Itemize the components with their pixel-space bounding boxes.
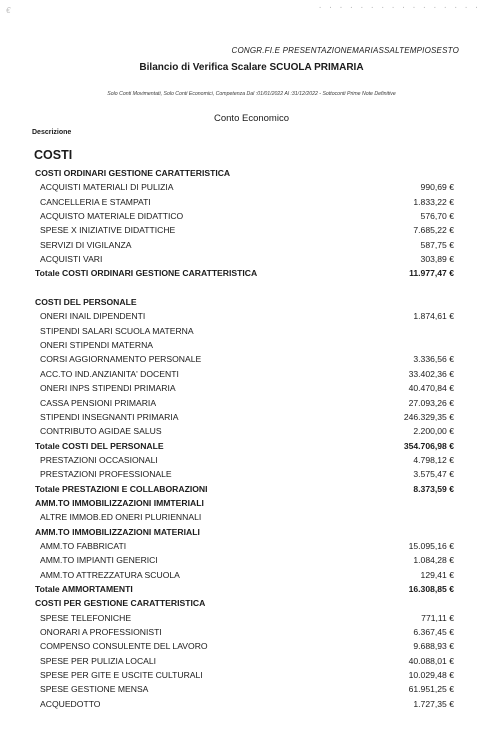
- row-label: Totale COSTI DEL PERSONALE: [35, 440, 164, 451]
- account-row: [0, 510, 503, 524]
- row-label: ONERI INPS STIPENDI PRIMARIA: [40, 383, 176, 394]
- row-label: Totale COSTI ORDINARI GESTIONE CARATTERISTICA: [35, 268, 258, 279]
- scan-marks: · · · · · · · · · · · · · · · ·: [318, 4, 480, 12]
- row-amount: 61.951,25 €: [408, 684, 454, 695]
- section-title: Conto Economico: [214, 113, 289, 124]
- row-amount: 8.373,59 €: [413, 483, 454, 494]
- row-amount: 11.977,47 €: [409, 268, 454, 279]
- total-row: [0, 266, 503, 280]
- account-row: [0, 396, 503, 410]
- account-row: [0, 324, 503, 338]
- row-label: ACQUISTI VARI: [40, 254, 103, 265]
- account-row: [0, 238, 503, 252]
- row-label: AMM.TO IMMOBILIZZAZIONI MATERIALI: [35, 526, 200, 537]
- category-header-row: [0, 525, 503, 539]
- row-amount: 3.575,47 €: [413, 469, 454, 480]
- account-row: [0, 611, 503, 625]
- account-row: [0, 223, 503, 237]
- row-label: ALTRE IMMOB.ED ONERI PLURIENNALI: [40, 512, 202, 523]
- row-amount: 129,41 €: [420, 569, 454, 580]
- row-amount: 33.402,36 €: [408, 368, 454, 379]
- row-amount: 1.727,35 €: [413, 698, 454, 709]
- row-amount: 1.084,28 €: [413, 555, 454, 566]
- row-spacer: [0, 281, 503, 295]
- report-title: Bilancio di Verifica Scalare SCUOLA PRIMARIA: [139, 62, 364, 73]
- row-amount: 587,75 €: [420, 239, 454, 250]
- row-label: ACQUEDOTTO: [40, 698, 101, 709]
- row-amount: 4.798,12 €: [413, 454, 454, 465]
- row-amount: 576,70 €: [420, 211, 454, 222]
- row-amount: 40.088,01 €: [408, 655, 454, 666]
- row-label: PRESTAZIONI OCCASIONALI: [40, 454, 158, 465]
- account-row: [0, 568, 503, 582]
- description-column-label: Descrizione: [32, 129, 72, 136]
- row-label: ACC.TO IND.ANZIANITA' DOCENTI: [40, 368, 179, 379]
- row-label: ONORARI A PROFESSIONISTI: [40, 627, 162, 637]
- account-row: [0, 209, 503, 223]
- account-row: [0, 453, 503, 467]
- row-amount: 9.688,93 €: [413, 641, 454, 652]
- account-row: [0, 697, 503, 711]
- report-filters: Solo Conti Movimentati, Solo Conti Economici, Competenza Dal :01/01/2022 Al :31/12/2022 - Sottoconti Prime Note Definitive: [107, 91, 396, 97]
- row-amount: 1.874,61 €: [413, 311, 454, 322]
- row-label: AMM.TO FABBRICATI: [40, 540, 127, 551]
- category-header-row: [0, 166, 503, 180]
- account-row: [0, 352, 503, 366]
- row-amount: 7.685,22 €: [413, 225, 454, 236]
- row-amount: 16.308,85 €: [408, 583, 454, 594]
- row-label: SPESE TELEFONICHE: [40, 612, 132, 623]
- row-label: CANCELLERIA E STAMPATI: [40, 196, 151, 207]
- row-label: STIPENDI INSEGNANTI PRIMARIA: [40, 411, 179, 422]
- category-header-row: [0, 295, 503, 309]
- row-amount: 354.706,98 €: [403, 440, 454, 451]
- row-label: COSTI DEL PERSONALE: [35, 297, 137, 308]
- category-header-row: [0, 496, 503, 510]
- row-label: CONTRIBUTO AGIDAE SALUS: [40, 426, 162, 437]
- row-amount: 771,11 €: [421, 612, 454, 623]
- account-row: [0, 195, 503, 209]
- row-label: ONERI INAIL DIPENDENTI: [40, 311, 146, 322]
- account-row: [0, 668, 503, 682]
- total-row: [0, 582, 503, 596]
- row-label: COMPENSO CONSULENTE DEL LAVORO: [40, 641, 208, 652]
- category-header-row: [0, 596, 503, 610]
- account-row: [0, 410, 503, 424]
- row-label: AMM.TO IMMOBILIZZAZIONI IMMTERIALI: [35, 497, 204, 508]
- account-rows: [0, 166, 503, 711]
- row-amount: 303,89 €: [420, 254, 454, 265]
- row-amount: 1.833,22 €: [413, 196, 454, 207]
- row-label: PRESTAZIONI PROFESSIONALE: [40, 469, 172, 480]
- account-row: [0, 180, 503, 194]
- row-label: SERVIZI DI VIGILANZA: [40, 239, 132, 250]
- row-amount: 40.470,84 €: [408, 383, 454, 394]
- row-amount: 246.329,35 €: [403, 411, 454, 422]
- account-row: [0, 467, 503, 481]
- row-label: ACQUISTI MATERIALI DI PULIZIA: [40, 182, 174, 193]
- total-row: [0, 439, 503, 453]
- group-label-costi: COSTI: [34, 148, 73, 162]
- account-row: [0, 367, 503, 381]
- row-amount: 2.200,00 €: [413, 426, 454, 437]
- account-row: [0, 625, 503, 639]
- row-label: COSTI PER GESTIONE CARATTERISTICA: [35, 598, 206, 609]
- row-amount: 27.093,26 €: [408, 397, 454, 408]
- account-row: [0, 654, 503, 668]
- account-row: [0, 682, 503, 696]
- row-label: Totale PRESTAZIONI E COLLABORAZIONI: [35, 483, 208, 494]
- row-label: SPESE GESTIONE MENSA: [40, 684, 149, 695]
- account-row: [0, 338, 503, 352]
- row-amount: 990,69 €: [420, 182, 454, 193]
- row-amount: 6.367,45 €: [413, 627, 454, 637]
- total-row: [0, 482, 503, 496]
- row-label: SPESE PER PULIZIA LOCALI: [40, 655, 157, 666]
- account-row: [0, 381, 503, 395]
- account-row: [0, 539, 503, 553]
- row-label: CASSA PENSIONI PRIMARIA: [40, 397, 157, 408]
- row-amount: 15.095,16 €: [408, 540, 454, 551]
- row-label: SPESE X INIZIATIVE DIDATTICHE: [40, 225, 176, 236]
- row-label: Totale AMMORTAMENTI: [35, 583, 133, 594]
- account-row: [0, 639, 503, 653]
- row-amount: 10.029,48 €: [408, 670, 454, 681]
- row-label: AMM.TO IMPIANTI GENERICI: [40, 555, 158, 566]
- row-amount: 3.336,56 €: [413, 354, 454, 365]
- row-label: ACQUISTO MATERIALE DIDATTICO: [40, 211, 184, 222]
- row-label: ONERI STIPENDI MATERNA: [40, 340, 154, 351]
- row-label: SPESE PER GITE E USCITE CULTURALI: [40, 670, 203, 681]
- account-row: [0, 424, 503, 438]
- account-row: [0, 252, 503, 266]
- account-row: [0, 309, 503, 323]
- company-name: CONGR.FI.E PRESENTAZIONEMARIASSALTEMPIOSESTO: [231, 46, 459, 55]
- scan-corner-mark: €: [6, 6, 11, 15]
- row-label: STIPENDI SALARI SCUOLA MATERNA: [40, 325, 194, 336]
- row-label: COSTI ORDINARI GESTIONE CARATTERISTICA: [35, 168, 231, 178]
- account-row: [0, 553, 503, 567]
- row-label: CORSI AGGIORNAMENTO PERSONALE: [40, 354, 202, 365]
- row-label: AMM.TO ATTREZZATURA SCUOLA: [40, 569, 180, 580]
